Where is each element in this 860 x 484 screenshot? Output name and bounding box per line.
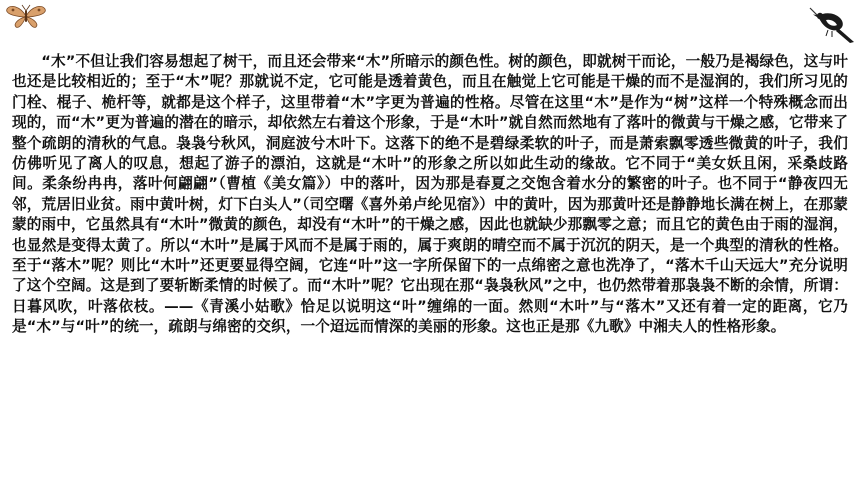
magpie-bird-icon	[804, 2, 858, 46]
essay-passage: “木”不但让我们容易想起了树干，而且还会带来“木”所暗示的颜色性。树的颜色，即就树干而论，一般乃是褐绿色，这与叶也还是比较相近的；至于“木”呢？那就说不定，它可能是透着黄色，而且在触觉上它可能是干燥的而不是湿润的，我们所习见的门栓、棍子、桅杆等，就都是这个样子，这里带着“木”字更为普遍的性格。尽管在这里“木”是作为“树”这样一个特殊概念而出现的，而“木”更为普遍的潜在的暗示，却依然左右着这个形象，于是“木叶”就自然而然地有了落叶的微黄与干燥之感，它带来了整个疏朗的清秋的气息。袅袅兮秋风，洞庭波兮木叶下。这落下的绝不是碧绿柔软的叶子，而是萧索飘零透些微黄的叶子，我们仿佛听见了离人的叹息，想起了游子的漂泊，这就是“木叶”的形象之所以如此生动的缘故。它不同于“美女妖且闲，采桑歧路间。柔条纷冉冉，落叶何翩翩”（曹植《美女篇》）中的落叶，因为那是春夏之交饱含着水分的繁密的叶子。也不同于“静夜四无邻，荒居旧业贫。雨中黄叶树，灯下白头人”（司空曙《喜外弟卢纶见宿》）中的黄叶，因为那黄叶还是静静地长满在树上，在那蒙蒙的雨中，它虽然具有“木叶”微黄的颜色，却没有“木叶”的干燥之感，因此也就缺少那飘零之意；而且它的黄色由于雨的湿润，也显然是变得太黄了。所以“木叶”是属于风而不是属于雨的，属于爽朗的晴空而不属于沉沉的阴天，是一个典型的清秋的性格。至于“落木”呢？则比“木叶”还更要显得空阔，它连“叶”这一字所保留下的一点绵密之意也洗净了，“落木千山天远大”充分说明了这个空阔。这是到了要斩断柔情的时候了。而“木叶”呢？它出现在那“袅袅秋风”之中，也仍然带着那袅袅不断的余情，所谓：日暮风吹，叶落依枝。——《青溪小姑歌》恰足以说明这“叶”缠绵的一面。然则“木叶”与“落木”又还有着一定的距离，它乃是“木”与“叶”的统一，疏朗与绵密的交织，一个迢远而情深的美丽的形象。这也正是那《九歌》中湘夫人的性格形象。	[12, 53, 848, 336]
butterfly-icon	[4, 2, 48, 30]
